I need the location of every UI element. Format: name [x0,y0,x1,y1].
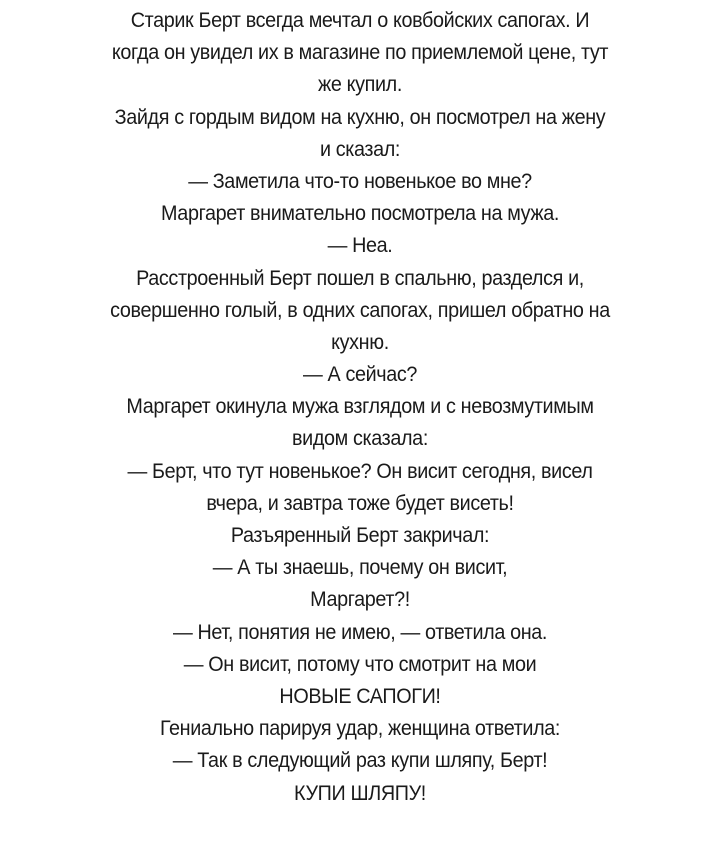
story-line: — Так в следующий раз купи шляпу, Берт! [172,748,548,773]
story-line: вчера, и завтра тоже будет висеть! [206,490,514,515]
story-line: кухню. [331,329,389,354]
story-line: когда он увидел их в магазине по приемлемой цене, тут [111,40,609,65]
story-line: совершенно голый, в одних сапогах, пришел обратно на [110,297,610,322]
story-line: — Заметила что-то новенькое во мне? [188,168,532,193]
story-line: и сказал: [319,136,401,161]
story-line: — А ты знаешь, почему он висит, [212,555,508,580]
story-line: видом сказала: [292,426,428,451]
story-line: Зайдя с гордым видом на кухню, он посмотрел на жену [114,104,606,129]
story-line: Маргарет?! [310,587,410,612]
story-line: Разъяренный Берт закричал: [230,523,490,547]
story-text [6,4,714,809]
story-line: — Нет, понятия не имею, — ответила она. [172,619,548,644]
story-line: Расстроенный Берт пошел в спальню, разделся и, [136,265,584,290]
story-line: — Берт, что тут новенькое? Он висит сегодня, висел [127,458,593,483]
story-line: НОВЫЕ САПОГИ! [279,683,441,708]
story-line: же купил. [317,72,402,97]
story-line: Маргарет внимательно посмотрела на мужа. [160,201,560,226]
story-line: КУПИ ШЛЯПУ! [294,780,426,805]
story-line: — А сейчас? [302,362,418,387]
story-line: Маргарет окинула мужа взглядом и с невозмутимым [126,394,594,419]
story-line: — Он висит, потому что смотрит на мои [183,651,537,676]
story-line: — Неа. [327,233,393,258]
story-line: Старик Берт всегда мечтал о ковбойских сапогах. И [130,8,590,32]
story-line: Гениально парируя удар, женщина ответила: [159,716,561,741]
